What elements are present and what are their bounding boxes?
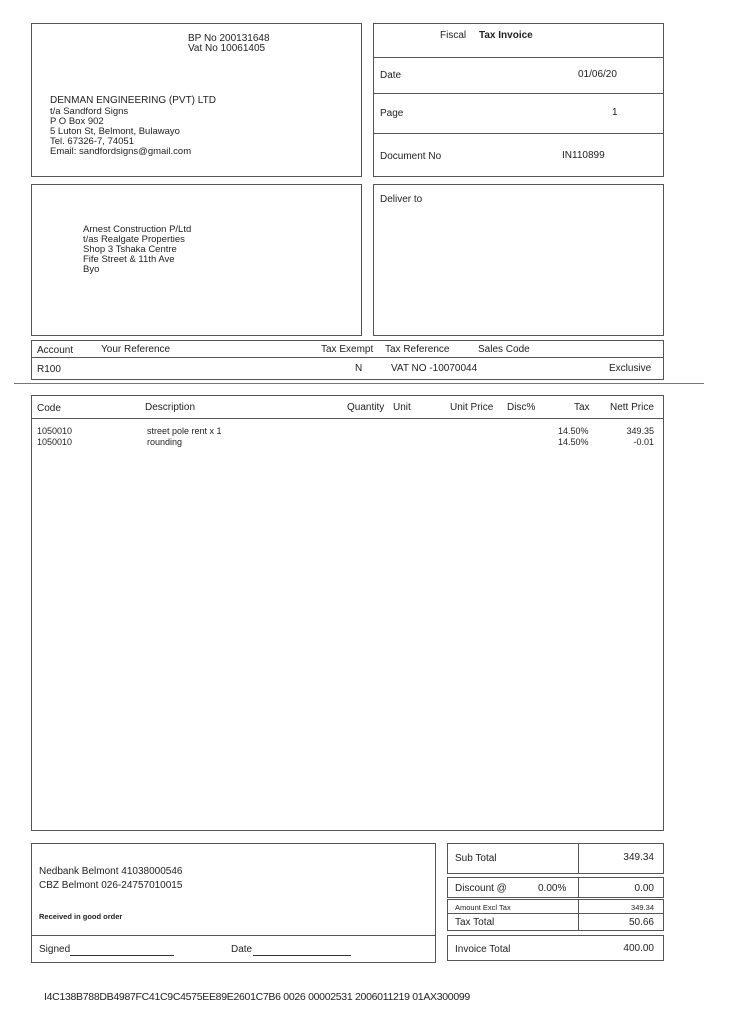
item-code: 1050010 [37, 437, 73, 447]
deliver-to-box [373, 184, 664, 336]
company-line: Tel. 67326-7, 74051 [50, 136, 134, 147]
discount-value: 0.00 [634, 883, 654, 894]
item-nett: -0.01 [633, 437, 654, 447]
docno-value: IN110899 [562, 150, 605, 161]
date-sign-label: Date [231, 944, 253, 955]
bill-to-address [83, 225, 191, 275]
tax-reference-value: VAT NO -10070044 [391, 363, 478, 374]
divider [31, 418, 664, 419]
divider [578, 899, 579, 931]
page-value: 1 [612, 107, 618, 118]
divider [373, 93, 664, 94]
item-tax: 14.50% [558, 426, 589, 436]
account-value: R100 [37, 364, 61, 375]
col-unit-price: Unit Price [450, 402, 494, 413]
bank-line-1: Nedbank Belmont 41038000546 [39, 866, 183, 877]
items-box [31, 395, 664, 831]
signed-label: Signed [39, 944, 71, 955]
divider [578, 843, 579, 874]
amount-excl-value: 349.34 [631, 903, 654, 912]
tax-total-value: 50.66 [628, 917, 654, 928]
bank-line-2: CBZ Belmont 026-24757010015 [39, 880, 183, 891]
invoice-total-label: Invoice Total [455, 944, 511, 955]
bill-to-line: Shop 3 Tshaka Centre [83, 244, 177, 255]
col-nett-price: Nett Price [610, 402, 654, 413]
item-description: rounding [147, 437, 183, 447]
deliver-to-label: Deliver to [380, 194, 423, 205]
col-disc: Disc% [507, 402, 536, 413]
received-label: Received in good order [39, 912, 123, 921]
discount-label: Discount @ [455, 883, 507, 894]
bp-number: BP No 200131648 [188, 33, 270, 44]
divider [14, 383, 704, 384]
bill-to-line: Arnest Construction P/Ltd [83, 224, 192, 235]
divider [447, 913, 664, 914]
page-label: Page [380, 108, 404, 119]
fiscal-label: Fiscal [440, 30, 467, 41]
divider [373, 57, 664, 58]
exclusive-label: Exclusive [609, 363, 652, 374]
bill-to-box [31, 184, 362, 336]
account-label: Account [37, 345, 74, 356]
company-line: t/a Sandford Signs [50, 106, 129, 117]
tax-reference-label: Tax Reference [385, 344, 450, 355]
col-unit: Unit [393, 402, 411, 413]
amount-excl-label: Amount Excl Tax [455, 903, 511, 912]
item-description: street pole rent x 1 [147, 426, 222, 436]
tax-total-label: Tax Total [455, 917, 495, 928]
tax-exempt-value: N [355, 363, 363, 374]
discount-pct: 0.00% [538, 883, 567, 894]
tax-exempt-label: Tax Exempt [321, 344, 374, 355]
fiscal-code: I4C138B788DB4987FC41C9C4575EE89E2601C7B6 0026 00002531 2006011219 01AX300099 [44, 991, 470, 1003]
date-line [253, 955, 351, 956]
sales-code-label: Sales Code [478, 344, 530, 355]
divider [373, 133, 664, 134]
docno-label: Document No [380, 151, 442, 162]
date-label: Date [380, 70, 402, 81]
company-address [50, 107, 191, 157]
subtotal-label: Sub Total [455, 853, 497, 864]
item-nett: 349.35 [626, 426, 654, 436]
company-line: P O Box 902 [50, 116, 104, 127]
divider [31, 357, 664, 358]
your-reference-label: Your Reference [101, 344, 171, 355]
doc-type: Tax Invoice [479, 30, 533, 41]
col-quantity: Quantity [347, 402, 385, 413]
subtotal-value: 349.34 [623, 852, 654, 863]
company-line: Email: sandfordsigns@gmail.com [50, 146, 192, 157]
company-line: 5 Luton St, Belmont, Bulawayo [50, 126, 180, 137]
signed-line [70, 955, 174, 956]
invoice-total-value: 400.00 [623, 943, 654, 954]
item-tax: 14.50% [558, 437, 589, 447]
bill-to-line: Fife Street & 11th Ave [83, 254, 175, 265]
vat-number: Vat No 10061405 [188, 43, 266, 54]
bill-to-line: t/as Realgate Properties [83, 234, 185, 245]
bill-to-line: Byo [83, 264, 100, 275]
col-code: Code [37, 403, 61, 414]
item-code: 1050010 [37, 426, 73, 436]
col-tax: Tax [574, 402, 590, 413]
date-value: 01/06/20 [578, 69, 617, 80]
divider [31, 935, 436, 936]
divider [578, 877, 579, 898]
col-description: Description [145, 402, 196, 413]
company-name: DENMAN ENGINEERING (PVT) LTD [50, 95, 216, 106]
